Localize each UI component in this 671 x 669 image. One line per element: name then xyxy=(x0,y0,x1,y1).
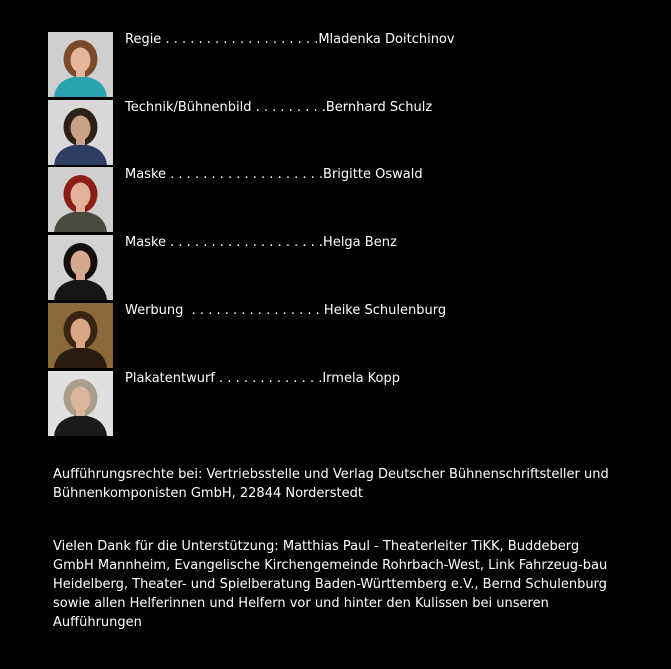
crew-role-line: Maske . . . . . . . . . . . . . . . . . . .Helga Benz xyxy=(125,235,397,250)
portrait-irmela-kopp xyxy=(48,371,113,436)
portrait-brigitte-oswald xyxy=(48,167,113,232)
performance-rights-text: Aufführungsrechte bei: Vertriebsstelle und Verlag Deutscher Bühnenschriftsteller und Bühnenkomponisten GmbH, 22844 Norderstedt xyxy=(53,467,609,501)
portrait-mladenka-doitchinov xyxy=(48,32,113,97)
portrait-helga-benz xyxy=(48,235,113,300)
crew-role-line: Maske . . . . . . . . . . . . . . . . . . .Brigitte Oswald xyxy=(125,167,423,182)
acknowledgements-text: Vielen Dank für die Unterstützung: Matthias Paul - Theaterleiter TiKK, Buddeberg GmbH Mannheim, Evangelische Kirchengemeinde Rohrbach-West, Link Fahrzeug-bau Heidelberg, Theater- und Spielberatung Baden-Württemberg e.V., Bernd Schulenburg sowie allen Helferinnen und Helfern vor und hinter den Kulissen bei unseren Aufführungen xyxy=(53,539,608,630)
crew-role-line: Regie . . . . . . . . . . . . . . . . . . .Mladenka Doitchinov xyxy=(125,32,455,47)
portrait-heike-schulenburg xyxy=(48,303,113,368)
crew-role-line: Plakatentwurf . . . . . . . . . . . . .Irmela Kopp xyxy=(125,371,401,386)
portrait-bernhard-schulz xyxy=(48,100,113,165)
crew-role-line: Werbung . . . . . . . . . . . . . . . . Heike Schulenburg xyxy=(125,303,447,318)
crew-role-line: Technik/Bühnenbild . . . . . . . . .Bernhard Schulz xyxy=(125,100,433,115)
